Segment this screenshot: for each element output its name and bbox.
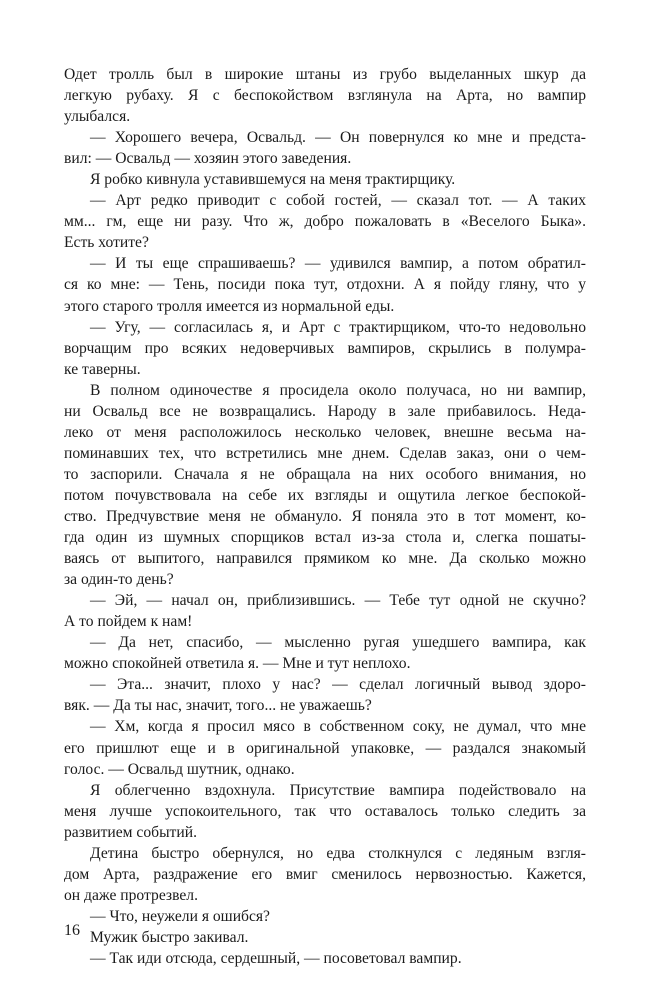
text-line: Есть хотите? [64, 234, 149, 252]
text-line: этого старого тролля имеется из нормальной еды. [64, 297, 395, 315]
text-line: ваясь от выпитого, направился прямиком ко мне. Да сколько можно [64, 550, 586, 568]
text-line: — Эй, — начал он, приблизившись. — Тебе тут одной не скучно? [90, 592, 586, 610]
text-line: ство. Предчувствие меня не обмануло. Я поняла это в тот момент, ко- [64, 507, 586, 525]
text-line: легкую рубаху. Я с беспокойством взглянула на Арта, но вампир [64, 87, 586, 105]
text-line: вяк. — Да ты нас, значит, того... не уважаешь? [64, 697, 372, 715]
text-line: Одет тролль был в широкие штаны из грубо выделанных шкур да [64, 66, 586, 83]
text-line: поминавших тех, что встретились мне днем. Сделав заказ, они о чем- [64, 444, 586, 462]
text-line: ся ко мне: — Тень, посиди пока тут, отдохни. А я пойду гляну, что у [64, 276, 586, 294]
text-line: его пришлют еще и в оригинальной упаковке, — раздался знакомый [64, 739, 586, 757]
text-line: вил: — Освальд — хозяин этого заведения. [64, 150, 352, 168]
text-line: Детина быстро обернулся, но едва столкнулся с ледяным взгля- [90, 844, 586, 862]
text-line: голос. — Освальд шутник, однако. [64, 760, 295, 778]
body-text [64, 64, 586, 969]
page-number: 16 [64, 922, 80, 939]
text-line: Я робко кивнула уставившемуся на меня трактирщику. [90, 171, 456, 189]
text-line: — И ты еще спрашиваешь? — удивился вампир, а потом обратил- [90, 255, 586, 273]
text-line: — Арт редко приводит с собой гостей, — сказал тот. — А таких [90, 192, 586, 210]
text-line: он даже протрезвел. [64, 886, 198, 904]
text-line: — Да нет, спасибо, — мысленно ругая ушедшего вампира, как [90, 634, 586, 652]
text-line: Я облегченно вздохнула. Присутствие вампира подействовало на [90, 781, 586, 799]
text-line: дом Арта, раздражение его вмиг сменилось нервозностью. Кажется, [64, 865, 586, 883]
text-line: — Что, неужели я ошибся? [90, 907, 270, 925]
text-line: то заспорили. Сначала я не обращала на них особого внимания, но [64, 465, 586, 483]
text-line: В полном одиночестве я просидела около получаса, но ни вампир, [90, 381, 586, 399]
text-line: меня лучше успокоительного, так что оставалось только следить за [64, 802, 586, 820]
text-line: мм... гм, еще ни разу. Что ж, добро пожаловать в «Веселого Быка». [64, 213, 586, 231]
text-line: ворчащим про всяких недоверчивых вампиров, скрылись в полумра- [64, 339, 586, 357]
text-line: гда один из шумных спорщиков встал из-за стола и, слегка пошаты- [64, 529, 586, 547]
text-line: — Угу, — согласилась я, и Арт с трактирщиком, что-то недовольно [90, 318, 586, 336]
text-line: развитием событий. [64, 823, 197, 841]
text-line: ке таверны. [64, 360, 141, 378]
text-line: можно спокойней ответила я. — Мне и тут неплохо. [64, 655, 411, 673]
text-line: — Хм, когда я просил мясо в собственном соку, не думал, что мне [90, 718, 586, 736]
text-line: А то пойдем к нам! [64, 613, 193, 631]
text-line: леко от меня расположилось несколько человек, внешне весьма на- [64, 423, 586, 441]
text-line: улыбался. [64, 108, 131, 126]
text-line: потом почувствовала на себе их взгляды и ощутила легкое беспокой- [64, 486, 586, 504]
text-line: ни Освальд все не возвращались. Народу в зале прибавилось. Неда- [64, 402, 586, 420]
text-line: Мужик быстро закивал. [90, 928, 249, 946]
text-line: — Эта... значит, плохо у нас? — сделал логичный вывод здоро- [90, 676, 586, 694]
text-line: — Так иди отсюда, сердешный, — посоветовал вампир. [90, 949, 462, 967]
text-line: — Хорошего вечера, Освальд. — Он повернулся ко мне и предста- [90, 129, 586, 147]
text-line: за один-то день? [64, 571, 174, 589]
